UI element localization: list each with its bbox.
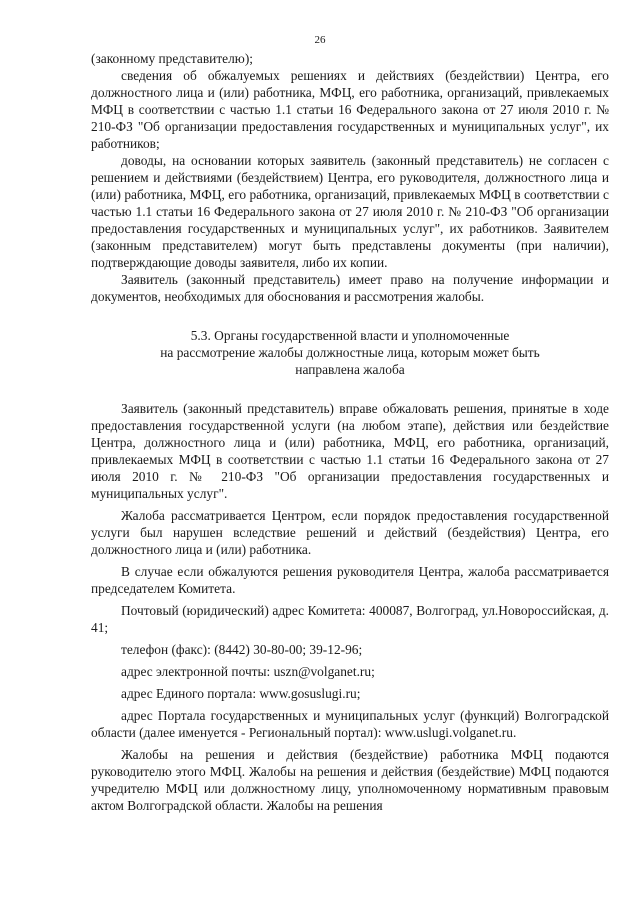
- paragraph: Жалоба рассматривается Центром, если порядок предоставления государственной услуги был нарушен вследствие решений и действий (бездействия) Центра, его должностного лица и (или) работника.: [91, 508, 609, 557]
- section-heading-line: на рассмотрение жалобы должностные лица, которым может быть: [160, 345, 540, 360]
- address-line: Почтовый (юридический) адрес Комитета: 400087, Волгоград, ул.Новороссийская, д. 41;: [91, 603, 609, 635]
- paragraph: Заявитель (законный представитель) имеет право на получение информации и документов, необходимых для обоснования и рассмотрения жалобы.: [91, 272, 609, 304]
- portal-line: адрес Единого портала: www.gosuslugi.ru;: [121, 686, 361, 701]
- phone-line: телефон (факс): (8442) 30-80-00; 39-12-96;: [121, 642, 363, 657]
- page-number: 26: [314, 34, 326, 46]
- email-line: адрес электронной почты: uszn@volganet.ru;: [121, 664, 375, 679]
- document-body: [91, 50, 609, 814]
- paragraph: (законному представителю);: [91, 51, 253, 66]
- paragraph: Жалобы на решения и действия (бездействие) работника МФЦ подаются руководителю этого МФЦ. Жалобы на решения и действия (бездействие) МФЦ подаются учредителю МФЦ или должностному лицу, уполномоченному нормативным правовым актом Волгоградской области. Жалобы на решения: [91, 747, 609, 813]
- paragraph: сведения об обжалуемых решениях и действиях (бездействии) Центра, его должностного лица и (или) работника, МФЦ, его работника, организаций, привлекаемых МФЦ в соответствии с частью 1.1 статьи 16 Федерального закона от 27 июля 2010 г. № 210-ФЗ "Об организации предоставления государственных и муниципальных услуг", их работников;: [91, 68, 609, 151]
- paragraph: доводы, на основании которых заявитель (законный представитель) не согласен с решением и действиями (бездействием) Центра, его руководителя, должностного лица и (или) работника, МФЦ, его работника, организаций, привлекаемых МФЦ в соответствии с частью 1.1 статьи 16 Федерального закона от 27 июля 2010 г. № 210-ФЗ "Об организации предоставления государственных и муниципальных услуг", их работников. Заявителем (законным представителем) могут быть представлены документы (при наличии), подтверждающие доводы заявителя, либо их копии.: [91, 153, 609, 270]
- paragraph: Заявитель (законный представитель) вправе обжаловать решения, принятые в ходе предоставления государственной услуги (на любом этапе), действия или бездействие Центра, должностного лица и (или) работника, МФЦ, его работника, организаций, привлекаемых МФЦ в соответствии с частью 1.1 статьи 16 Федерального закона от 27 июля 2010 г. № 210-ФЗ "Об организации предоставления государственных и муниципальных услуг".: [91, 401, 609, 501]
- section-heading: [91, 327, 609, 378]
- section-heading-line: 5.3. Органы государственной власти и уполномоченные: [190, 328, 510, 343]
- paragraph: В случае если обжалуются решения руководителя Центра, жалоба рассматривается председателем Комитета.: [91, 564, 609, 596]
- regional-portal-line: адрес Портала государственных и муниципальных услуг (функций) Волгоградской области (далее именуется - Региональный портал): www.uslugi.volganet.ru.: [91, 708, 609, 740]
- section-heading-line: направлена жалоба: [295, 362, 405, 377]
